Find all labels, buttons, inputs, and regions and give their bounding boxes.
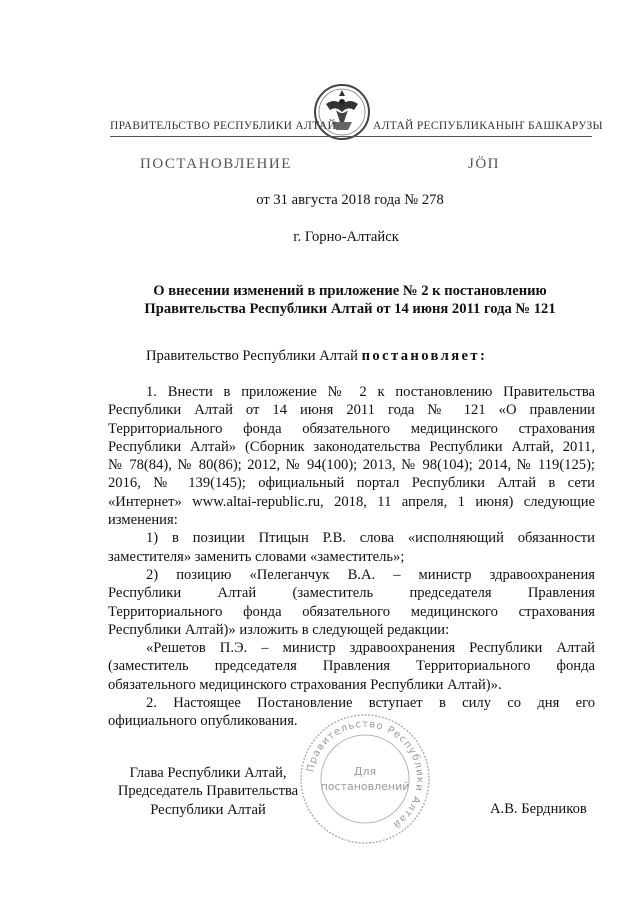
p1-line: Республики Алтай» (Сборник законодательства Республики Алтай, 2011,: [108, 438, 595, 455]
signature-block: [108, 764, 308, 819]
signature-line-1: Глава Республики Алтай,: [129, 765, 287, 781]
signatory-name: А.В. Бердников: [490, 801, 587, 817]
date-line: от 31 августа 2018 года № 278: [256, 192, 444, 208]
header-left: ПРАВИТЕЛЬСТВО РЕСПУБЛИКИ АЛТАЙ: [110, 120, 337, 132]
paragraph-3: [108, 566, 595, 639]
p1-line: 1. Внести в приложение № 2 к постановлению Правительства: [146, 384, 595, 400]
signature-line-3: Республики Алтай: [150, 801, 266, 818]
title-line-1: О внесении изменений в приложение № 2 к постановлению: [153, 283, 547, 299]
preamble-emphasis: постановляет:: [361, 348, 488, 364]
p1-line: № 78(84), № 80(86); 2012, № 94(100); 2013, № 98(104); 2014, № 119(125);: [108, 457, 595, 474]
p2-line: 1) в позиции Птицын Р.В. слова «исполняющий обязанности: [146, 530, 595, 547]
paragraph-1: [108, 383, 595, 529]
title-line-2: Правительства Республики Алтай от 14 июня 2011 года № 121: [144, 301, 556, 318]
p3-line: Территориального фонда обязательного медицинского страхования: [108, 603, 595, 620]
signature-line-2: Председатель Правительства: [117, 783, 299, 800]
header-right: АЛТАЙ РЕСПУБЛИКАНЫҤ БАШКАРУЗЫ: [373, 120, 603, 132]
p2-line: заместителя» заменить словами «заместитель»;: [108, 548, 405, 565]
city: г. Горно-Алтайск: [293, 229, 399, 245]
document-title: [30, 282, 640, 319]
doc-type-left: ПОСТАНОВЛЕНИЕ: [140, 156, 292, 172]
p5-line: официального опубликования.: [108, 713, 298, 730]
stamp-ring-text: Правительство Республики Алтай: [305, 718, 426, 831]
p3-line: 2) позицию «Пелеганчук В.А. – министр здравоохранения: [146, 566, 595, 583]
p4-line: обязательного медицинского страхования Республики Алтай)».: [108, 676, 502, 693]
preamble-text: Правительство Республики Алтай: [146, 348, 362, 364]
p1-line: Республики Алтай от 14 июня 2011 года № 121 «О правлении: [108, 402, 595, 419]
p4-line: «Решетов П.Э. – министр здравоохранения Республики Алтай: [146, 640, 595, 657]
p4-line: (заместитель председателя Правления Территориального фонда: [108, 658, 595, 675]
header-rule: [110, 136, 592, 137]
p1-line: изменения:: [108, 512, 178, 529]
p5-line: 2. Настоящее Постановление вступает в силу со дня его: [146, 695, 595, 712]
p3-line: Республики Алтай (заместитель председателя Правления: [108, 585, 595, 602]
body-text: [108, 383, 595, 731]
preamble: [146, 347, 487, 365]
official-stamp: [298, 712, 432, 846]
coat-of-arms-emblem: [312, 78, 372, 144]
stamp-center-1: Для: [353, 765, 377, 778]
doc-type-right: ЈӦП: [468, 156, 501, 172]
stamp-center-2: постановлений: [320, 780, 410, 793]
p3-line: Республики Алтай)» изложить в следующей редакции:: [108, 621, 450, 638]
paragraph-4: [108, 639, 595, 694]
p1-line: «Интернет» www.altai-republic.ru, 2018, 11 апреля, 1 июня) следующие: [108, 493, 595, 510]
p1-line: Территориального фонда обязательного медицинского страхования: [108, 420, 595, 437]
p1-line: 2016, № 139(145); официальный портал Республики Алтай в сети: [108, 475, 595, 492]
paragraph-2: [108, 529, 595, 566]
